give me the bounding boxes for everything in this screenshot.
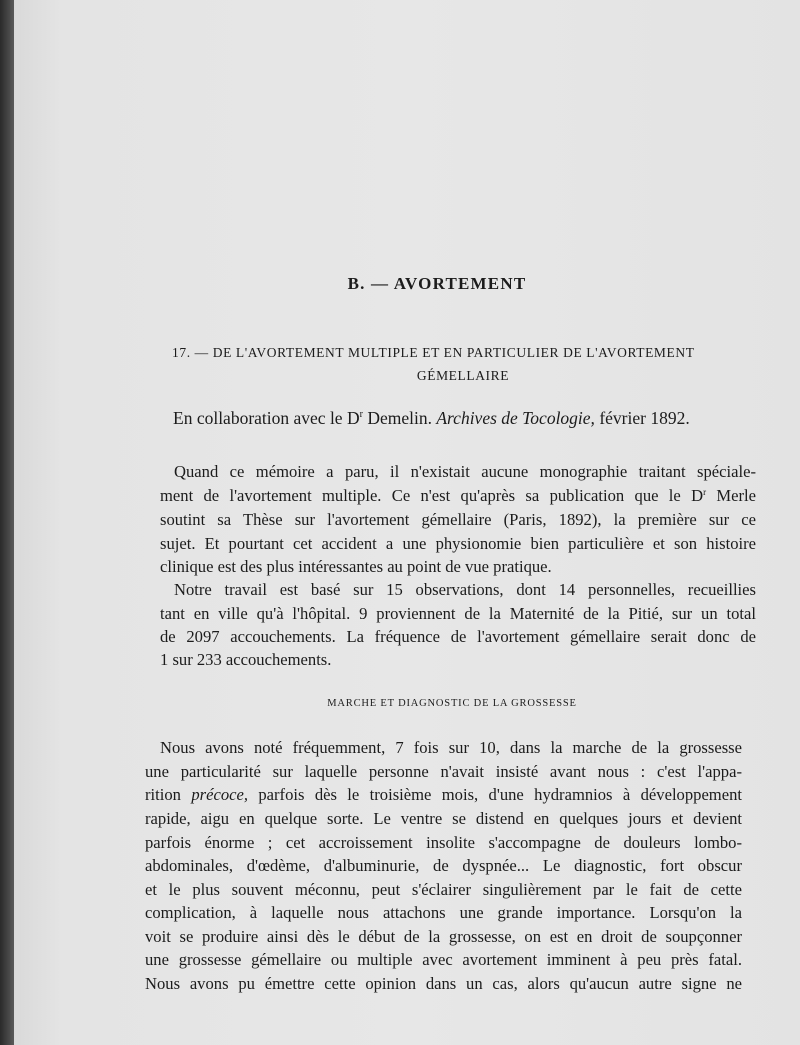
paragraph3-line10: une grossesse gémellaire ou multiple avec avortement imminent à peu près fatal. (145, 950, 742, 969)
collab-name: Demelin. (362, 408, 437, 428)
article-title-line1: 17. — DE L'AVORTEMENT MULTIPLE ET EN PARTICULIER DE L'AVORTEMENT (172, 345, 695, 360)
paragraph3-line11: Nous avons pu émettre cette opinion dans un cas, alors qu'aucun autre signe ne (145, 974, 742, 993)
paragraph3-line5: parfois énorme ; cet accroissement insolite s'accompagne de douleurs lombo- (145, 833, 742, 852)
paragraph3-line4: rapide, aigu en quelque sorte. Le ventre se distend en quelques jours et devient (145, 809, 742, 828)
article-title-line2: GÉMELLAIRE (416, 368, 510, 383)
collab-prefix: En collaboration avec le D (173, 408, 360, 428)
paragraph3-line9: voit se produire ainsi dès le début de la grossesse, on est en droit de soupçonner (145, 927, 742, 946)
paragraph1-line3: soutint sa Thèse sur l'avortement gémellaire (Paris, 1892), la première sur ce (160, 510, 756, 529)
paragraph2-line1: Notre travail est basé sur 15 observations, dont 14 personnelles, recueillies (174, 580, 756, 599)
p1-line2-text-a: ment de l'avortement multiple. Ce n'est qu'après sa publication que le D (160, 486, 704, 505)
p3-line3-italic: précoce, (191, 785, 248, 804)
paragraph2-line4: 1 sur 233 accouchements. (160, 650, 332, 669)
paragraph3-line1: Nous avons noté fréquemment, 7 fois sur 10, dans la marche de la grossesse (160, 738, 742, 757)
p3-line3-text-a: rition (145, 785, 192, 804)
p1-line2-text-b: Merle (706, 486, 756, 505)
collab-date: février 1892. (594, 408, 690, 428)
paragraph3-line6: abdominales, d'œdème, d'albuminurie, de dyspnée... Le diagnostic, fort obscur (145, 856, 742, 875)
paragraph3-line3 (145, 785, 742, 805)
paragraph1-line2 (160, 486, 756, 506)
collaboration-line (173, 408, 690, 429)
collab-superscript: r (359, 409, 363, 420)
paragraph3-line8: complication, à laquelle nous attachons une grande importance. Lorsqu'on la (145, 903, 742, 922)
paragraph3-line2: une particularité sur laquelle personne n'avait insisté avant nous : c'est l'appa- (145, 762, 742, 781)
section-title: B. — AVORTEMENT (347, 274, 527, 293)
paragraph1-line5: clinique est des plus intéressantes au point de vue pratique. (160, 557, 552, 576)
p3-line3-text-b: parfois dès le troisième mois, d'une hydramnios à développement (248, 785, 742, 804)
p1-line2-superscript: r (703, 487, 707, 497)
paragraph1-line4: sujet. Et pourtant cet accident a une physionomie bien particulière et son histoire (160, 534, 756, 553)
paragraph2-line2: tant en ville qu'à l'hôpital. 9 proviennent de la Maternité de la Pitié, sur un total (160, 604, 756, 623)
document-page (14, 0, 800, 1045)
paragraph1-line1: Quand ce mémoire a paru, il n'existait aucune monographie traitant spéciale- (174, 462, 756, 481)
journal-name: Archives de Tocologie, (436, 408, 595, 428)
page-content (14, 0, 800, 1045)
paragraph2-line3: de 2097 accouchements. La fréquence de l'avortement gémellaire serait donc de (160, 627, 756, 646)
paragraph3-line7: et le plus souvent méconnu, peut s'éclairer singulièrement par le fait de cette (145, 880, 742, 899)
subheading: MARCHE ET DIAGNOSTIC DE LA GROSSESSE (327, 698, 577, 709)
scan-edge-shadow (0, 0, 14, 1045)
